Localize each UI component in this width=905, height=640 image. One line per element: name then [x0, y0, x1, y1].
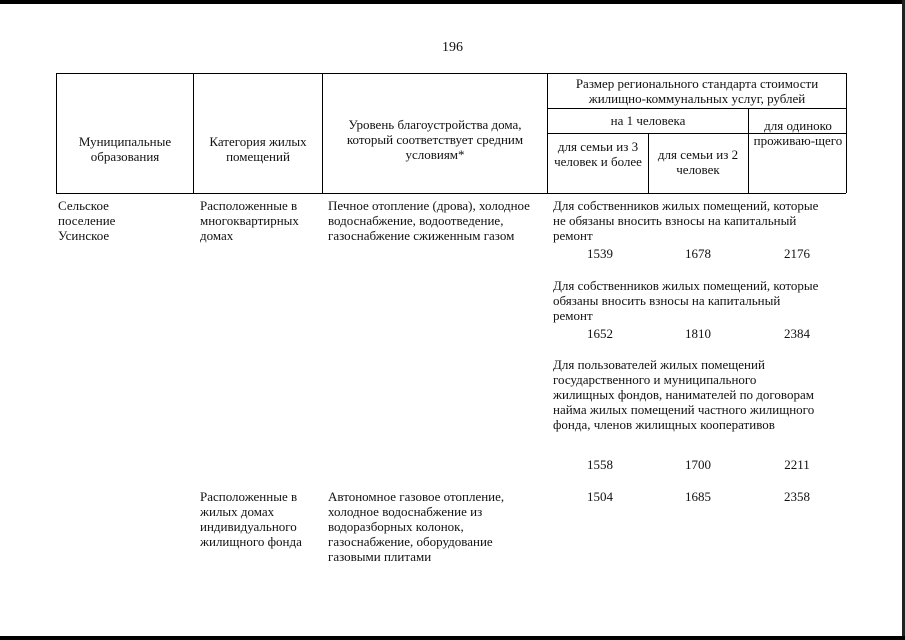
header-family3: для семьи из 3 человек и более [554, 139, 642, 169]
header-family2: для семьи из 2 человек [657, 147, 739, 177]
row1-group3-family2-value: 1700 [685, 457, 711, 472]
row2-category: Расположенные в жилых домах индивидуального жилищного фонда [200, 489, 302, 549]
row1-group1-family3-value: 1539 [587, 246, 613, 261]
row1-group1-single-value: 2176 [784, 246, 810, 261]
scan-bottom-border [0, 636, 905, 640]
row1-group3-family3-value: 1558 [587, 457, 613, 472]
header-municipality: Муниципальные образования [78, 134, 172, 164]
header-level: Уровень благоустройства дома, который соответствует средним условиям* [346, 117, 524, 162]
row1-group2-family3-value: 1652 [587, 326, 613, 341]
row2-single-value: 2358 [784, 489, 810, 504]
header-category: Категория жилых помещений [209, 134, 307, 164]
row1-group2-family2-value: 1810 [685, 326, 711, 341]
municipality-name: Сельское поселение Усинское [58, 198, 116, 243]
row2-family2-value: 1685 [685, 489, 711, 504]
row1-group2-label: Для собственников жилых помещений, которые обязаны вносить взносы на капитальный ремонт [553, 278, 819, 323]
page-number: 196 [442, 40, 463, 55]
header-per-person: на 1 человека [610, 113, 686, 128]
row1-category: Расположенные в многоквартирных домах [200, 198, 299, 243]
row2-level: Автономное газовое отопление, холодное водоснабжение из водоразборных колонок, газоснабжение, оборудование газовыми плитами [328, 489, 505, 564]
row1-group3-label: Для пользователей жилых помещений государственного и муниципального жилищных фондов, нанимателей по договорам найма жилых помещений частного жилищного фонда, членов жилищных кооперативов [553, 357, 815, 432]
row1-group2-single-value: 2384 [784, 326, 810, 341]
header-standard: Размер регионального стандарта стоимости жилищно-коммунальных услуг, рублей [575, 76, 819, 106]
scan-top-border [0, 0, 905, 4]
row1-group3-single-value: 2211 [784, 457, 810, 472]
header-single: для одиноко проживаю-щего [753, 118, 843, 148]
row1-level: Печное отопление (дрова), холодное водоснабжение, водоотведение, газоснабжение сжиженным газом [328, 198, 530, 243]
row1-group1-label: Для собственников жилых помещений, которые не обязаны вносить взносы на капитальный ремонт [553, 198, 819, 243]
row1-group1-family2-value: 1678 [685, 246, 711, 261]
row2-family3-value: 1504 [587, 489, 613, 504]
